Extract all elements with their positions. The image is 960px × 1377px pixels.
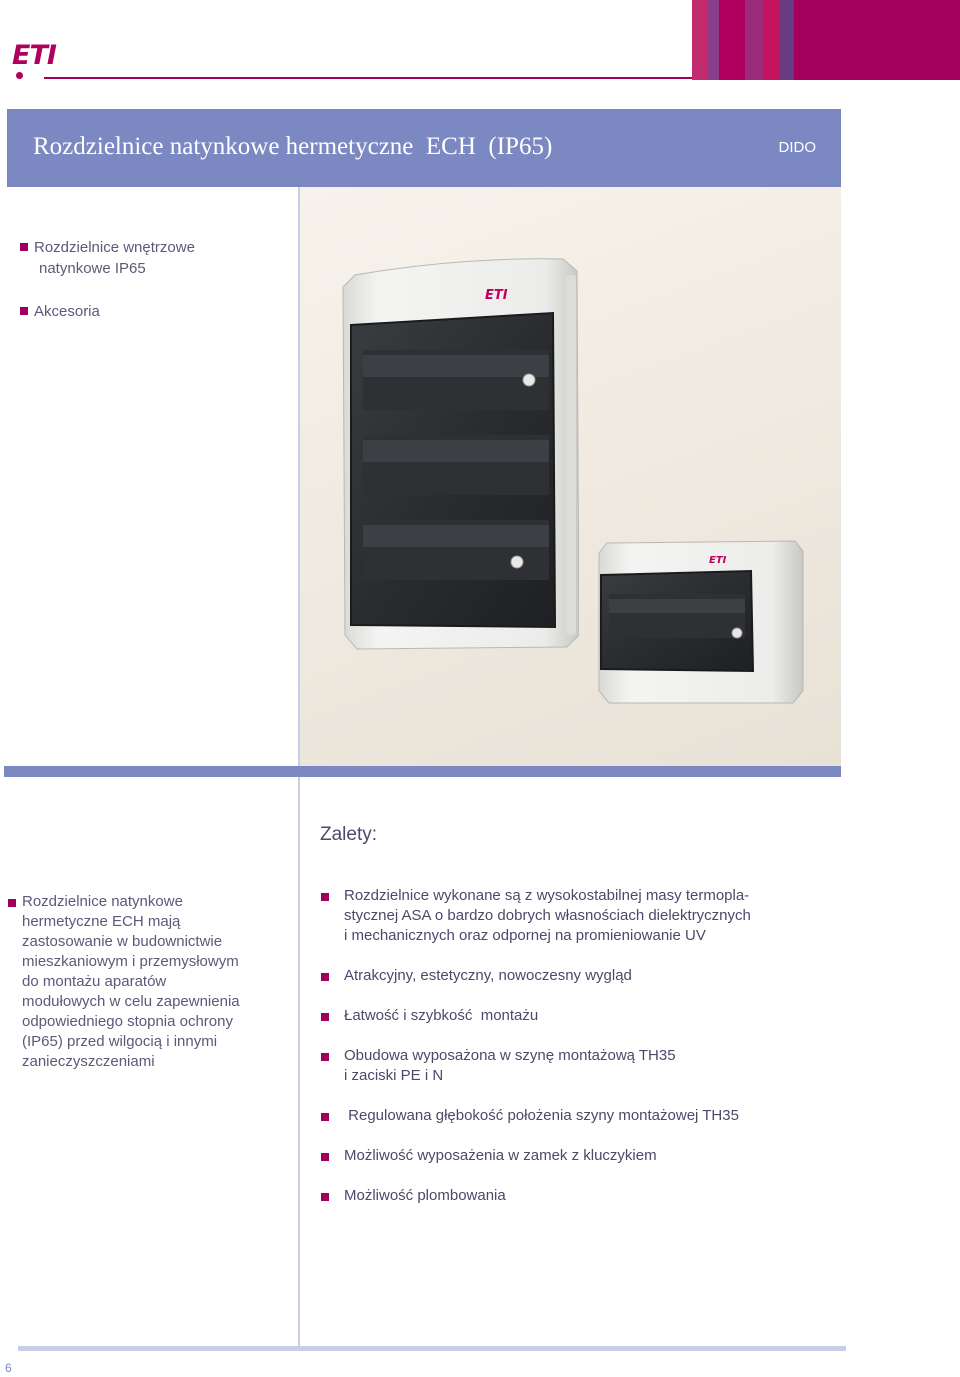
feature-text: Regulowana głębokość położenia szyny montażowej TH35	[344, 1107, 739, 1124]
cabinet-logo: ETI	[485, 288, 508, 303]
intro-line: modułowych w celu zapewnienia	[22, 993, 240, 1010]
feature-text: Rozdzielnice wykonane są z wysokostabilnej masy termopla-	[344, 887, 750, 904]
nav-item-akcesoria[interactable]	[20, 301, 280, 322]
side-nav	[20, 237, 280, 344]
header-stripes	[692, 0, 960, 80]
intro-line: (IP65) przed wilgocią i innymi	[22, 1033, 218, 1050]
bullet-icon	[8, 899, 16, 907]
bullet-icon	[20, 307, 28, 315]
intro-line: zanieczyszczeniami	[22, 1053, 155, 1070]
feature-text: i mechanicznych oraz odpornej na promieniowanie UV	[344, 927, 706, 944]
title-bar	[7, 109, 841, 187]
product-photo	[299, 187, 841, 766]
intro-line: hermetyczne ECH mają	[22, 913, 181, 930]
feature-item	[321, 966, 791, 986]
section-divider-bar	[4, 766, 841, 777]
eti-logo	[12, 40, 60, 80]
bullet-icon	[321, 973, 329, 981]
intro-line: zastosowanie w budownictwie	[22, 933, 223, 950]
feature-text: stycznej ASA o bardzo dobrych własnościach dielektrycznych	[344, 907, 751, 924]
intro-line: odpowiedniego stopnia ochrony	[22, 1013, 233, 1030]
feature-item	[321, 1146, 791, 1166]
header-stripe	[719, 0, 745, 80]
feature-text: Łatwość i szybkość montażu	[344, 1007, 539, 1024]
bullet-icon	[321, 893, 329, 901]
bullet-icon	[321, 1113, 329, 1121]
brand-label: DIDO	[778, 139, 816, 156]
header-stripe	[779, 0, 794, 80]
page-number: 6	[5, 1361, 12, 1375]
header-stripe	[708, 0, 719, 80]
intro-paragraph	[8, 892, 288, 1072]
small-cabinet-image	[597, 539, 805, 705]
nav-item-label-line2: natynkowe IP65	[39, 260, 146, 277]
header-stripe	[763, 0, 779, 80]
feature-item	[321, 1186, 791, 1206]
header-stripe	[794, 0, 924, 80]
bullet-icon	[20, 243, 28, 251]
header-stripe	[924, 0, 942, 80]
nav-item-rozdzielnice[interactable]	[20, 237, 280, 279]
header-stripe	[942, 0, 960, 80]
bullet-icon	[321, 1153, 329, 1161]
cabinet-logo: ETI	[709, 555, 727, 566]
logo-text: ETI	[12, 40, 56, 71]
bullet-icon	[321, 1053, 329, 1061]
intro-line: do montażu aparatów	[22, 973, 167, 990]
feature-item	[321, 1006, 791, 1026]
header-stripe	[745, 0, 763, 80]
header-rule	[44, 77, 692, 79]
feature-text: Atrakcyjny, estetyczny, nowoczesny wygląd	[344, 967, 632, 984]
logo-dot	[16, 72, 23, 79]
feature-item	[321, 886, 791, 946]
bullet-icon	[321, 1013, 329, 1021]
large-cabinet-image	[341, 255, 579, 650]
feature-text: Możliwość wyposażenia w zamek z kluczykiem	[344, 1147, 657, 1164]
nav-item-label: Akcesoria	[34, 303, 100, 320]
feature-text: Obudowa wyposażona w szynę montażową TH35	[344, 1047, 676, 1064]
feature-text: Możliwość plombowania	[344, 1187, 506, 1204]
feature-text: i zaciski PE i N	[344, 1067, 444, 1084]
intro-text	[8, 892, 288, 1072]
feature-item	[321, 1046, 791, 1086]
footer-rule	[18, 1346, 846, 1351]
page-title: Rozdzielnice natynkowe hermetyczne ECH (IP65)	[33, 133, 553, 160]
intro-line: Rozdzielnice natynkowe	[22, 893, 183, 910]
bullet-icon	[321, 1193, 329, 1201]
header-stripe	[692, 0, 708, 80]
nav-item-label: Rozdzielnice wnętrzowe	[34, 239, 195, 256]
intro-line: mieszkaniowym i przemysłowym	[22, 953, 239, 970]
feature-item	[321, 1106, 791, 1126]
advantages-heading: Zalety:	[320, 824, 378, 845]
